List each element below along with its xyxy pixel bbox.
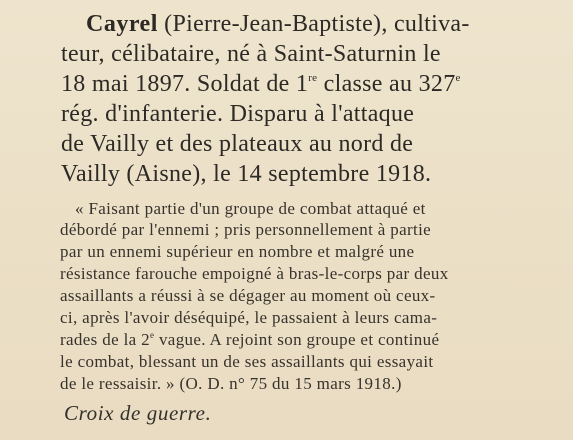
citation-line-7-end: vague. A rejoint son groupe et continué: [154, 330, 440, 349]
citation-line-4: résistance farouche empoigné à bras-le-corps par deux: [60, 264, 449, 283]
biography-line-1: [86, 12, 470, 36]
citation-line-9: de le ressaisir. » (O. D. n° 75 du 15 mars 1918.): [60, 374, 402, 393]
wave-ordinal-superscript: e: [149, 330, 155, 340]
regiment-ordinal-superscript: e: [455, 72, 461, 84]
biography-line-6: Vailly (Aisne), le 14 septembre 1918.: [61, 161, 432, 187]
citation-line-8: le combat, blessant un de ses assaillants qui essayait: [60, 352, 434, 371]
citation-line-5: assaillants a réussi à se dégager au moment où ceux-: [60, 286, 436, 305]
citation-line-3: par un ennemi supérieur en nombre et malgré une: [60, 242, 415, 261]
class-ordinal-superscript: re: [308, 72, 318, 84]
soldier-name: Cayrel: [86, 11, 158, 37]
citation-line-7: [60, 331, 439, 348]
biography-line-3: [61, 72, 461, 96]
citation-line-2: débordé par l'ennemi ; pris personnellement à partie: [60, 220, 432, 239]
class-text: classe au 327: [317, 71, 456, 97]
citation-line-1: « Faisant partie d'un groupe de combat attaqué et: [75, 199, 426, 218]
citation-line-6: ci, après l'avoir déséquipé, le passaient à leurs cama-: [60, 308, 438, 327]
birth-and-rank-text: 18 mai 1897. Soldat de 1: [61, 71, 309, 97]
biography-line-2: teur, célibataire, né à Saint-Saturnin le: [61, 41, 441, 67]
citation-line-7-start: rades de la 2: [60, 330, 150, 349]
given-names: (Pierre-Jean-Baptiste), cultiva-: [157, 11, 470, 37]
biography-line-5: de Vailly et des plateaux au nord de: [61, 131, 414, 157]
decoration-award: Croix de guerre.: [64, 401, 212, 425]
biography-line-4: rég. d'infanterie. Disparu à l'attaque: [61, 101, 415, 127]
